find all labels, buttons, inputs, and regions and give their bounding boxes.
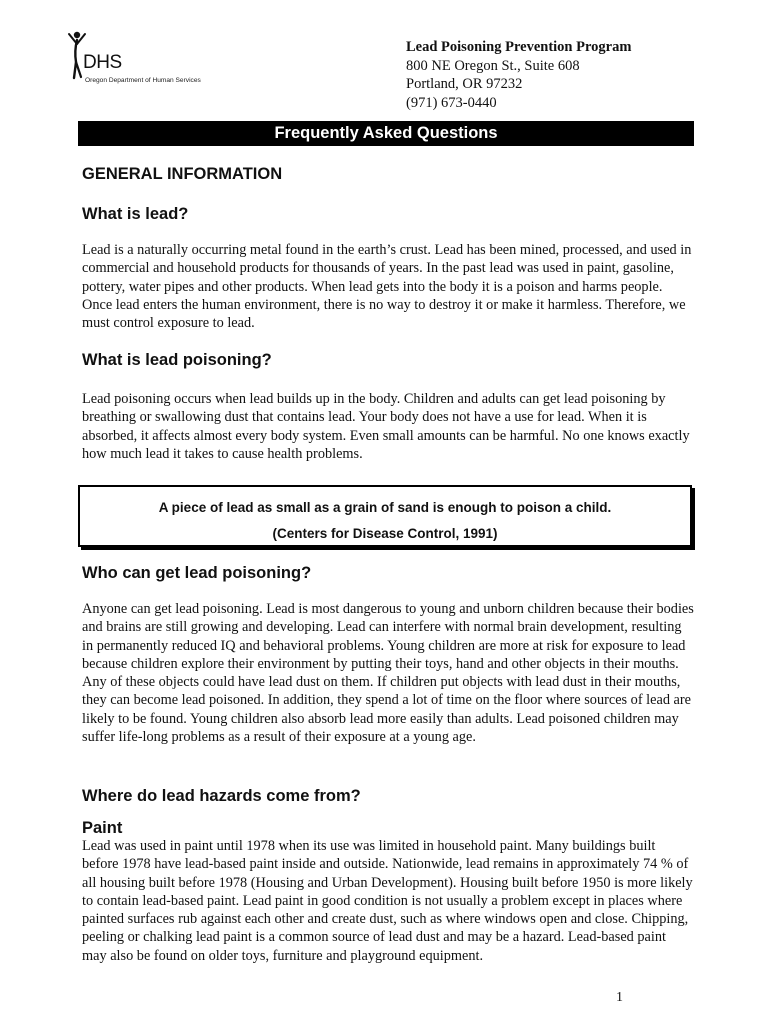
answer-what-is-poisoning: Lead poisoning occurs when lead builds up in the body. Children and adults can get lead poisoning by breathing or swallowing dust that contains lead. Your body does not have a use for lead. When it is absorbed, it affects almost every body system. Even small amounts can be harmful. No one knows exactly how much lead it takes to cause health problems. — [82, 391, 690, 462]
program-name: Lead Poisoning Prevention Program — [406, 39, 632, 55]
phone-number: (971) 673-0440 — [406, 94, 497, 111]
program-address — [406, 38, 631, 112]
faq-banner: Frequently Asked Questions — [78, 121, 694, 146]
question-heading-what-is-lead: What is lead? — [82, 205, 189, 223]
callout-quote: A piece of lead as small as a grain of sand is enough to poison a child. — [158, 500, 612, 515]
answer-what-is-lead: Lead is a naturally occurring metal found in the earth’s crust. Lead has been mined, processed, and used in commercial and household products for thousands of years. In the past lead was used in paint, gasoline, pottery, water pipes and other products. When lead gets into the body it is a poison and harms people. Once lead enters the human environment, there is no way to destroy it or make it harmless. Therefore, we must control exposure to lead. — [82, 242, 692, 332]
section-heading-general: GENERAL INFORMATION — [82, 165, 283, 183]
answer-who: Anyone can get lead poisoning. Lead is most dangerous to young and unborn children because their bodies and brains are still growing and developing. Lead can interfere with normal brain development, resulting in permanently reduced IQ and behavioral problems. Young children are more at risk for exposure to lead because children explore their environment by putting their toys, hand and other objects in their mouths. Any of these objects could have lead dust on them. If children put objects with lead dust in their mouths, they can become lead poisoned. In addition, they spend a lot of time on the floor where sources of lead are likely to be found. Young children also absorb lead more easily than adults. Lead poisoned children may suffer life-long problems as a result of their exposure at a young age. — [82, 601, 694, 746]
city-state-zip: Portland, OR 97232 — [406, 76, 523, 92]
subheading-paint: Paint — [82, 819, 123, 837]
question-heading-what-is-poisoning: What is lead poisoning? — [82, 351, 272, 369]
logo-department-name: Oregon Department of Human Services — [85, 77, 201, 84]
logo-abbreviation: DHS — [83, 52, 122, 73]
dhs-logo — [66, 30, 216, 92]
question-heading-who: Who can get lead poisoning? — [82, 564, 312, 582]
callout-source: (Centers for Disease Control, 1991) — [272, 526, 498, 541]
page-number: 1 — [616, 990, 623, 1005]
street-address: 800 NE Oregon St., Suite 608 — [406, 57, 580, 74]
answer-where-paint: Lead was used in paint until 1978 when its use was limited in household paint. Many buildings built before 1978 have lead-based paint inside and outside. Nationwide, lead remains in approximately 74 % of all housing built before 1978 (Housing and Urban Development). Housing built before 1950 is more likely to contain lead-based paint. Lead paint in good condition is not usually a problem except in places where painted surfaces rub against each other and create dust, such as where windows open and close. Chipping, peeling or chalking lead paint is a common source of lead dust and may be a hazard. Lead-based paint may also be found on older toys, furniture and playground equipment. — [82, 838, 693, 964]
callout-box — [78, 485, 692, 547]
question-heading-where: Where do lead hazards come from? — [82, 787, 361, 805]
